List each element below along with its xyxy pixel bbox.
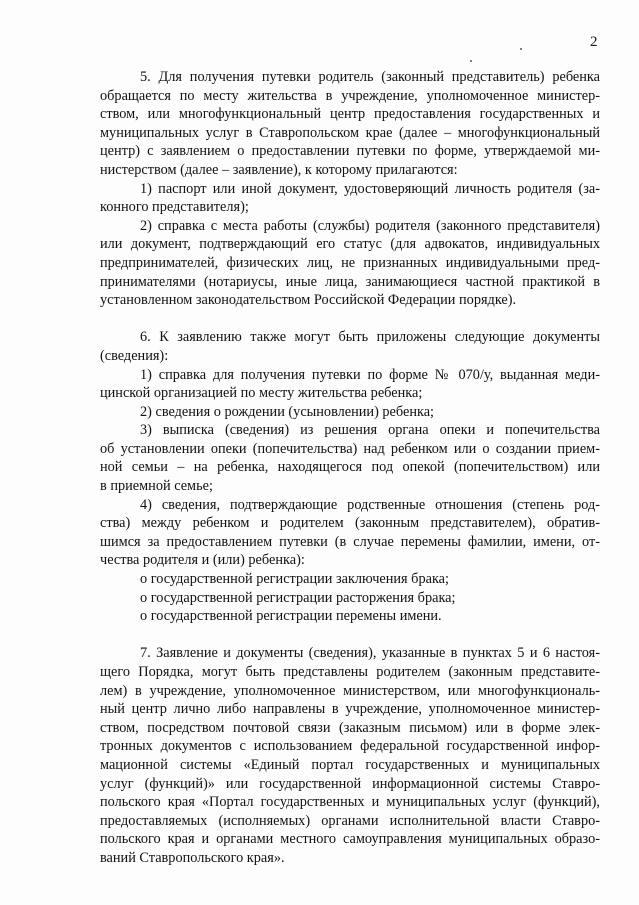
text-line: (сведения):: [100, 347, 169, 364]
text-line: об установлении опеки (попечительства) над ребенком или о создании прием-: [100, 440, 600, 457]
paragraph: [100, 421, 600, 495]
text-line: щего Порядка, могут быть представлены родителем (законным представите-: [100, 664, 600, 680]
text-line: ваний Ставропольского края».: [100, 849, 285, 866]
paragraph: [100, 403, 600, 422]
text-line: лем) в учреждение, уполномоченное министерством, или многофункциональ-: [100, 682, 600, 699]
paragraph: [100, 68, 600, 180]
text-line: ством, посредством почтовой связи (заказным письмом) или в форме элек-: [100, 719, 600, 736]
text-line: ства) между ребенком и родителем (законным представителем), обратив-: [100, 515, 600, 532]
paragraph: [100, 217, 600, 310]
text-line: 5. Для получения путевки родитель (законный представитель) ребенка: [140, 69, 600, 85]
text-line: 3) выписка (сведения) из решения органа опеки и попечительства: [140, 422, 600, 439]
paragraph: [100, 496, 600, 570]
text-line: 4) сведения, подтверждающие родственные отношения (степень род-: [140, 496, 600, 513]
text-line: 1) паспорт или иной документ, удостоверяющий личность родителя (за-: [140, 180, 600, 197]
text-line: центр) с заявлением о предоставлении путевки по форме, утверждаемой ми-: [100, 143, 600, 160]
text-line: обращается по месту жительства в учреждение, уполномоченное министер-: [100, 87, 600, 104]
paragraph: [100, 607, 600, 626]
text-line: шимся за предоставлением путевки (в случае перемены фамилии, имени, от-: [100, 533, 600, 550]
text-line: польского края «Портал государственных и муниципальных услуг (функций),: [100, 794, 600, 811]
text-line: нистерством (далее – заявление), к которому прилагаются:: [100, 161, 458, 178]
text-line: услуг (функций)» или государственной информационной системы Ставро-: [100, 775, 600, 792]
text-line: ный центр лично либо направлены в учреждение, уполномоченное министер-: [100, 701, 600, 718]
text-line: мационной системы «Единый портал государственных и муниципальных: [100, 756, 600, 773]
text-line: 2) сведения о рождении (усыновлении) ребенка;: [140, 403, 435, 420]
text-line: цинской организацией по месту жительства ребенка;: [100, 385, 423, 402]
text-line: тронных документов с использованием федеральной государственной инфор-: [100, 738, 600, 755]
paragraph: [100, 180, 600, 217]
paragraph: [100, 366, 600, 403]
text-line: муниципальных услуг в Ставропольском крае (далее – многофункциональный: [100, 124, 600, 141]
text-line: в приемной семье;: [100, 478, 213, 495]
scan-speck: [520, 48, 522, 50]
text-line: предпринимателей, физических лиц, не признанных индивидуальными пред-: [100, 254, 600, 271]
text-line: 1) справка для получения путевки по форме № 070/у, выданная меди-: [140, 366, 600, 383]
text-line: или документ, подтверждающий его статус (для адвокатов, индивидуальных: [100, 236, 600, 253]
text-line: 6. К заявлению также могут быть приложены следующие документы: [140, 329, 600, 346]
document-body: [100, 68, 600, 868]
text-line: о государственной регистрации расторжения брака;: [140, 589, 456, 606]
text-line: установленном законодательством Российской Федерации порядке).: [100, 292, 517, 309]
text-line: принимателями (нотариусы, иные лица, занимающиеся частной практикой в: [100, 273, 600, 290]
text-line: предоставляемых (исполняемых) органами исполнительной власти Ставро-: [100, 812, 600, 829]
text-line: 2) справка с места работы (службы) родителя (законного представителя): [140, 217, 600, 234]
scan-speck: [470, 60, 472, 62]
paragraph: [100, 570, 600, 589]
text-line: польского края и органами местного самоуправления муниципальных образо-: [100, 831, 600, 848]
paragraph: [100, 328, 600, 365]
text-line: ной семьи – на ребенка, находящегося под опекой (попечительством) или: [100, 459, 600, 476]
text-line: о государственной регистрации заключения брака;: [140, 571, 450, 588]
paragraph-gap: [100, 310, 600, 329]
text-line: конного представителя);: [100, 199, 249, 216]
text-line: о государственной регистрации перемены имени.: [140, 608, 442, 625]
text-line: чества родителя и (или) ребенка):: [100, 552, 305, 569]
page-number: 2: [590, 34, 598, 50]
text-line: ством, или многофункциональный центр предоставления государственных и: [100, 106, 600, 123]
text-line: 7. Заявление и документы (сведения), указанные в пунктах 5 и 6 настоя-: [140, 645, 600, 662]
paragraph-gap: [100, 626, 600, 645]
paragraph: [100, 644, 600, 867]
paragraph: [100, 589, 600, 608]
